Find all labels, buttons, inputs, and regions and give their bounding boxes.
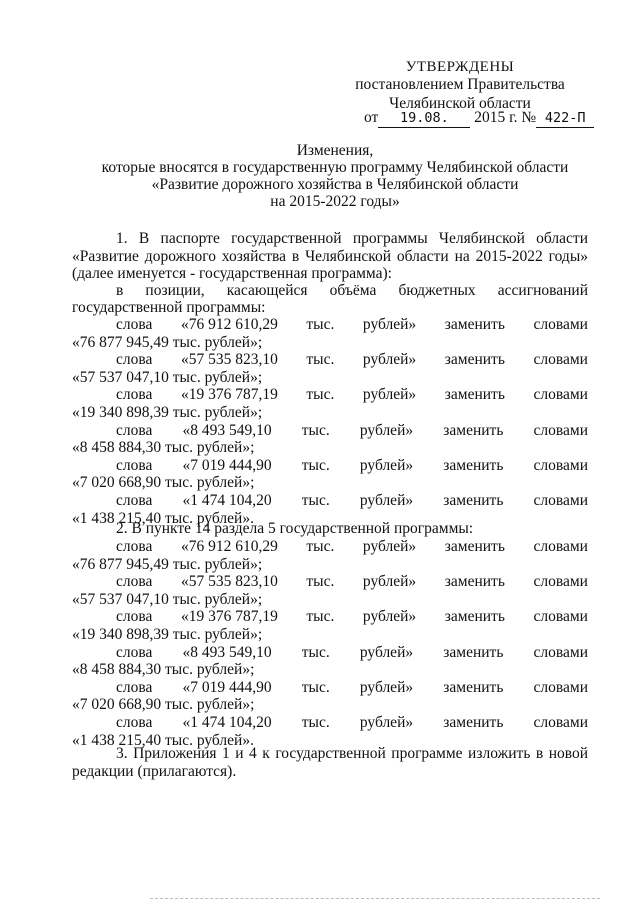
replacement-with: словами — [533, 386, 588, 404]
replacement-with: словами — [533, 573, 588, 591]
approval-region: Челябинской области — [389, 95, 531, 112]
replacement-word: слова — [116, 386, 153, 404]
approval-date: 19.08. — [378, 110, 470, 128]
replacement-old: «76 912 610,29 — [180, 538, 278, 555]
approval-heading: УТВЕРЖДЕНЫ — [405, 59, 515, 75]
replacement-with: словами — [533, 351, 588, 369]
replacement-new-value: «57 537 047,10 тыс. рублей»; — [72, 368, 263, 386]
replacement-with: словами — [533, 678, 588, 696]
replacement-rub: рублей» — [362, 573, 417, 591]
replacement-rub: рублей» — [362, 316, 417, 333]
replacement-old: «57 535 823,10 — [180, 351, 278, 369]
replacement-unit: тыс. — [306, 573, 335, 591]
replacement-word: слова — [116, 714, 153, 731]
replacement-rub: рублей» — [359, 456, 414, 474]
approval-date-line — [364, 109, 594, 128]
replacement-row — [116, 679, 588, 697]
approval-number: 422-П — [536, 110, 594, 128]
replacement-old: «7 019 444,90 — [182, 456, 272, 474]
replacement-row — [116, 422, 588, 440]
replacement-with: словами — [533, 456, 588, 474]
replacement-unit: тыс. — [306, 386, 335, 404]
replacement-new-value: «7 020 668,90 тыс. рублей»; — [72, 696, 255, 714]
replacement-row — [116, 351, 588, 369]
replacement-rub: рублей» — [362, 351, 417, 369]
title-line-3: «Развитие дорожного хозяйства в Челябинской области — [151, 176, 519, 193]
replacement-new-value: «76 877 945,49 тыс. рублей»; — [72, 333, 263, 351]
replacement-verb: заменить — [443, 714, 504, 731]
replacement-word: слова — [116, 456, 153, 474]
replacement-with: словами — [533, 714, 588, 731]
document-title — [60, 142, 610, 210]
replacement-old: «57 535 823,10 — [180, 573, 278, 591]
page-bottom-rule — [150, 898, 600, 899]
replacement-new-value: «19 340 898,39 тыс. рублей»; — [72, 625, 263, 643]
replacement-row — [116, 608, 588, 626]
replacement-word: слова — [116, 538, 153, 555]
replacement-rub: рублей» — [359, 492, 414, 509]
replacement-old: «19 376 787,19 — [180, 608, 278, 626]
replacement-with: словами — [533, 643, 588, 661]
replacement-row — [116, 538, 588, 556]
replacement-rub: рублей» — [359, 643, 414, 661]
replacement-rub: рублей» — [359, 678, 414, 696]
replacement-new-value: «76 877 945,49 тыс. рублей»; — [72, 555, 263, 573]
replacement-verb: заменить — [443, 421, 504, 439]
replacement-new-value: «8 458 884,30 тыс. рублей»; — [72, 661, 255, 679]
replacement-with: словами — [533, 421, 588, 439]
section2-heading: 2. В пункте 14 раздела 5 государственной программы: — [116, 520, 474, 537]
replacement-word: слова — [116, 573, 153, 591]
replacement-word: слова — [116, 492, 153, 509]
replacement-row — [116, 457, 588, 475]
replacement-word: слова — [116, 608, 153, 626]
replacement-verb: заменить — [443, 456, 504, 474]
replacement-unit: тыс. — [301, 643, 330, 661]
replacement-verb: заменить — [443, 492, 504, 509]
title-line-1: Изменения, — [296, 142, 374, 159]
replacement-old: «1 474 104,20 — [182, 714, 272, 731]
title-line-2: которые вносятся в государственную программу Челябинской области — [101, 159, 569, 176]
replacement-row — [116, 492, 588, 510]
replacement-old: «8 493 549,10 — [182, 421, 272, 439]
replacement-row — [116, 573, 588, 591]
replacement-unit: тыс. — [301, 492, 330, 509]
date-prefix: от — [364, 109, 379, 126]
replacement-new-value: «57 537 047,10 тыс. рублей»; — [72, 590, 263, 608]
replacement-word: слова — [116, 351, 153, 369]
replacement-with: словами — [533, 316, 588, 333]
replacement-new-value: «7 020 668,90 тыс. рублей»; — [72, 474, 255, 492]
section1-line-2: «Развитие дорожного хозяйства в Челябинской области на 2015-2022 годы» — [72, 248, 588, 265]
replacement-old: «76 912 610,29 — [180, 316, 278, 333]
section1-line-1: 1. В паспорте государственной программы Челябинской области — [116, 230, 588, 247]
title-line-4: на 2015-2022 годы» — [270, 193, 400, 210]
replacement-verb: заменить — [444, 351, 505, 369]
replacement-new-value: «19 340 898,39 тыс. рублей»; — [72, 403, 263, 421]
replacement-old: «1 474 104,20 — [182, 492, 272, 509]
replacement-unit: тыс. — [306, 351, 335, 369]
replacement-new-value: «8 458 884,30 тыс. рублей»; — [72, 439, 255, 457]
replacement-with: словами — [533, 608, 588, 626]
replacement-old: «8 493 549,10 — [182, 643, 272, 661]
section1-line-4: в позиции, касающейся объёма бюджетных ассигнований — [116, 282, 588, 299]
replacement-unit: тыс. — [301, 421, 330, 439]
replacement-word: слова — [116, 421, 153, 439]
year-number-label: 2015 г. № — [474, 109, 537, 126]
approval-resolution: постановлением Правительства — [355, 76, 565, 93]
replacement-new-value: «1 438 215,40 тыс. рублей». — [72, 731, 254, 749]
replacement-unit: тыс. — [306, 538, 335, 555]
replacement-unit: тыс. — [301, 456, 330, 474]
replacement-rub: рублей» — [362, 386, 417, 404]
replacement-word: слова — [116, 678, 153, 696]
replacement-row — [116, 714, 588, 732]
replacement-verb: заменить — [443, 678, 504, 696]
replacement-unit: тыс. — [301, 714, 330, 731]
replacement-old: «19 376 787,19 — [180, 386, 278, 404]
replacement-unit: тыс. — [306, 608, 335, 626]
section1-line-3: (далее именуется - государственная программа): — [72, 265, 392, 282]
replacement-verb: заменить — [444, 608, 505, 626]
replacement-verb: заменить — [444, 386, 505, 404]
replacement-word: слова — [116, 643, 153, 661]
replacement-row — [116, 386, 588, 404]
replacement-verb: заменить — [444, 316, 505, 333]
replacement-verb: заменить — [444, 538, 505, 555]
section3-line-1: 3. Приложения 1 и 4 к государственной программе изложить в новой — [116, 745, 588, 762]
replacement-verb: заменить — [444, 573, 505, 591]
replacement-row — [116, 316, 588, 334]
replacement-rub: рублей» — [362, 608, 417, 626]
replacement-old: «7 019 444,90 — [182, 678, 272, 696]
replacement-with: словами — [533, 538, 588, 555]
replacement-new-value: «1 438 215,40 тыс. рублей». — [72, 509, 254, 527]
replacement-rub: рублей» — [359, 714, 414, 731]
replacement-word: слова — [116, 316, 153, 333]
section1-line-5: государственной программы: — [72, 299, 266, 316]
replacement-rub: рублей» — [359, 421, 414, 439]
replacement-row — [116, 644, 588, 662]
section3-line-2: редакции (прилагаются). — [72, 763, 237, 780]
replacement-unit: тыс. — [301, 678, 330, 696]
replacement-unit: тыс. — [306, 316, 335, 333]
replacement-with: словами — [533, 492, 588, 509]
replacement-rub: рублей» — [362, 538, 417, 555]
replacement-verb: заменить — [443, 643, 504, 661]
